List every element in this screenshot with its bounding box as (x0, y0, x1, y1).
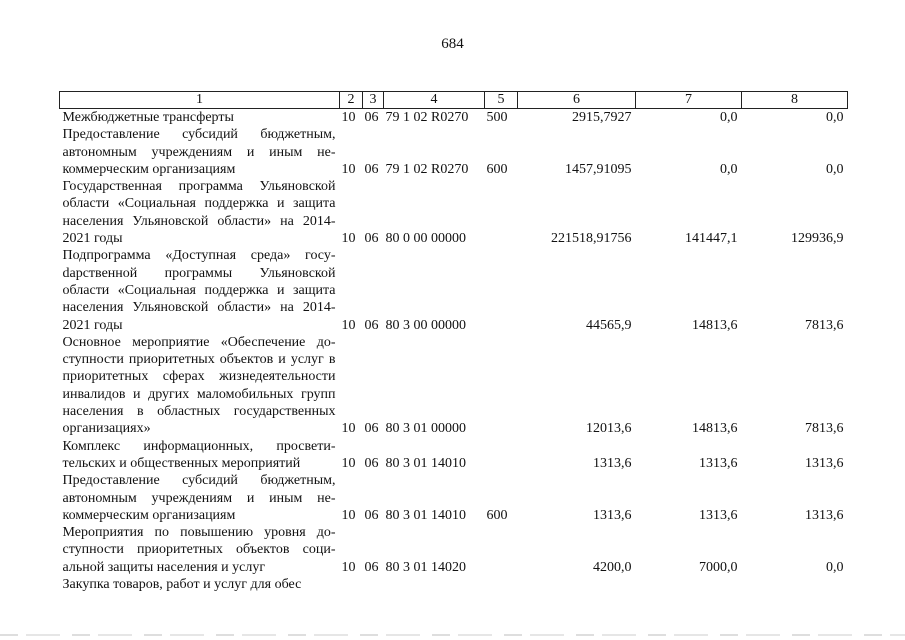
row-name: Государственная программа Ульяновской области «Социальная поддержка и защита населения Ульяновской области» на 2014-2021 годы (62, 179, 336, 247)
row-subsection: 06 (364, 317, 379, 333)
row-subsection: 06 (364, 559, 379, 575)
table-row (60, 438, 848, 473)
column-header: 2 (340, 92, 363, 109)
row-amount-col6: 44565,9 (586, 317, 632, 333)
row-amount-col7: 14813,6 (692, 317, 738, 333)
row-expense-type (485, 524, 518, 576)
row-subsection: 06 (364, 421, 379, 437)
row-target-item: 80 3 01 00000 (385, 421, 466, 437)
row-amount-col7: 141447,1 (685, 231, 738, 247)
row-amount-col6: 221518,91756 (551, 231, 632, 247)
row-amount-col8: 129936,9 (791, 231, 844, 247)
row-amount-col7: 1313,6 (699, 455, 738, 471)
column-header: 6 (518, 92, 636, 109)
row-amount-col7 (636, 576, 742, 593)
row-target-item: 80 3 01 14010 (385, 455, 466, 471)
row-section: 10 (341, 161, 356, 177)
row-amount-col8: 7813,6 (805, 421, 844, 437)
row-subsection: 06 (364, 231, 379, 247)
row-section: 10 (341, 559, 356, 575)
table-row (60, 178, 848, 247)
row-name: Предоставление субсидий бюджетным, автономным учреждениям и иным некоммерческим организациям (62, 127, 336, 177)
row-name: Закупка товаров, работ и услуг для обес (62, 577, 302, 593)
row-name: Основное мероприятие «Обеспечение доступности приоритетных объектов и услуг в приоритетных сферах жизнедеятельности инвалидов и других маломобильных групп населения в областных государственных организациях» (62, 334, 336, 437)
row-target-item: 80 0 00 00000 (385, 231, 466, 247)
row-subsection: 06 (364, 455, 379, 471)
row-expense-type: 600 (486, 161, 508, 177)
row-amount-col8: 7813,6 (805, 317, 844, 333)
row-expense-type: 600 (486, 507, 508, 523)
row-amount-col8: 0,0 (826, 110, 844, 125)
row-name: Комплекс информационных, просветительских и общественных мероприятий (62, 438, 336, 471)
table-row (60, 576, 848, 593)
row-section: 10 (341, 231, 356, 247)
row-section: 10 (341, 455, 356, 471)
row-target-item: 80 3 01 14010 (385, 507, 466, 523)
row-name: Межбюджетные трансферты (62, 110, 234, 125)
column-header: 8 (742, 92, 848, 109)
row-section: 10 (341, 317, 356, 333)
column-header: 5 (485, 92, 518, 109)
column-header: 7 (636, 92, 742, 109)
row-name: Предоставление субсидий бюджетным, автономным учреждениям и иным некоммерческим организациям (62, 473, 336, 523)
row-amount-col6: 2915,7927 (572, 110, 632, 125)
row-subsection: 06 (364, 110, 379, 125)
row-subsection (363, 576, 384, 593)
row-amount-col8 (742, 576, 848, 593)
row-section: 10 (341, 507, 356, 523)
row-target-item (384, 576, 485, 593)
row-section: 10 (341, 421, 356, 437)
row-expense-type (485, 576, 518, 593)
row-target-item: 80 3 00 00000 (385, 317, 466, 333)
row-expense-type (485, 178, 518, 247)
row-amount-col6: 1313,6 (593, 455, 632, 471)
row-amount-col8: 0,0 (826, 161, 844, 177)
row-amount-col6: 1457,91095 (565, 161, 632, 177)
row-amount-col6: 4200,0 (593, 559, 632, 575)
row-target-item: 79 1 02 R0270 (385, 110, 469, 125)
row-expense-type (485, 247, 518, 333)
table-body (60, 109, 848, 594)
row-amount-col7: 7000,0 (699, 559, 738, 575)
table-row (60, 247, 848, 333)
row-amount-col8: 0,0 (826, 559, 844, 575)
row-expense-type (485, 334, 518, 438)
table-row (60, 524, 848, 576)
row-expense-type: 500 (486, 110, 508, 125)
row-target-item: 79 1 02 R0270 (385, 161, 469, 177)
table-row (60, 109, 848, 127)
page-number: 684 (441, 36, 464, 52)
row-subsection: 06 (364, 507, 379, 523)
row-amount-col7: 14813,6 (692, 421, 738, 437)
table-row (60, 126, 848, 178)
row-amount-col6: 12013,6 (586, 421, 632, 437)
column-header: 4 (384, 92, 485, 109)
row-expense-type (485, 438, 518, 473)
row-section: 10 (341, 110, 356, 125)
row-name: Подпрограмма «Доступная среда» госуdарственной программы Ульяновской области «Социальная поддержка и защита населения Ульяновской области» на 2014-2021 годы (62, 248, 336, 333)
row-amount-col8: 1313,6 (805, 455, 844, 471)
row-amount-col8: 1313,6 (805, 507, 844, 523)
row-target-item: 80 3 01 14020 (385, 559, 466, 575)
column-header: 3 (363, 92, 384, 109)
scan-edge-decoration (0, 634, 905, 636)
table-row (60, 472, 848, 524)
row-subsection: 06 (364, 161, 379, 177)
table-row (60, 334, 848, 438)
row-amount-col7: 0,0 (720, 161, 738, 177)
row-amount-col6 (518, 576, 636, 593)
row-amount-col7: 1313,6 (699, 507, 738, 523)
row-amount-col6: 1313,6 (593, 507, 632, 523)
row-amount-col7: 0,0 (720, 110, 738, 125)
row-section (340, 576, 363, 593)
column-header: 1 (60, 92, 340, 109)
budget-table (59, 91, 848, 593)
table-header-row (60, 92, 848, 109)
row-name: Мероприятия по повышению уровня доступности приоритетных объектов социальной защиты населения и услуг (62, 525, 336, 575)
